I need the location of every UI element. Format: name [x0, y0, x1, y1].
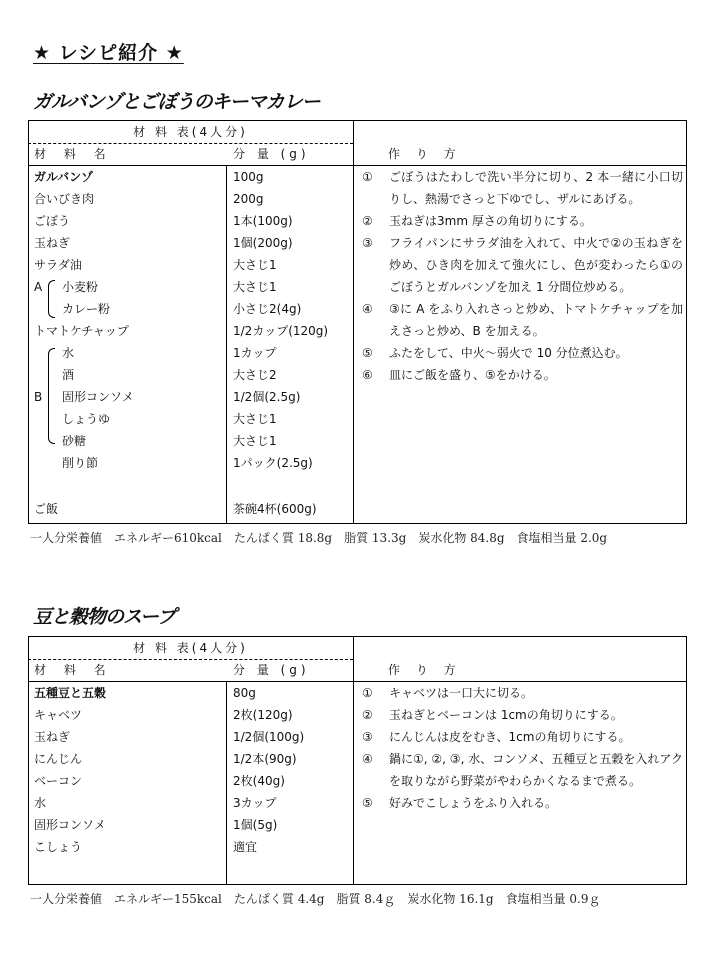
step: ③ にんじんは皮をむき、1cmの角切りにする。: [362, 730, 631, 744]
col-method: 作 り 方: [388, 147, 462, 161]
nutrition-info-curry: 一人分栄養値 エネルギー610kcal たんぱく質 18.8g 脂質 13.3g 炭水化物 84.8g 食塩相当量 2.0g: [30, 531, 608, 545]
step: ① キャベツは一口大に切る。: [362, 686, 534, 700]
ingredient-row: サラダ油 大さじ1: [34, 258, 277, 272]
step: ⑥ 皿にご飯を盛り、⑤をかける。: [362, 368, 556, 382]
ingredient-row: 水 1カップ: [62, 346, 277, 360]
recipe-table-curry: [28, 120, 687, 524]
nutrition-info-soup: 一人分栄養値 エネルギー155kcal たんぱく質 4.4g 脂質 8.4ｇ 炭水化物 16.1g 食塩相当量 0.9ｇ: [30, 892, 601, 906]
group-a-label: A: [34, 280, 43, 294]
ingredient-row: 合いびき肉 200g: [34, 192, 264, 206]
ingredient-row: 砂糖 大さじ1: [62, 434, 277, 448]
col-method: 作 り 方: [388, 663, 462, 677]
ingredient-row: 削り節 1パック(2.5g): [62, 456, 313, 470]
ingredient-row: 玉ねぎ 1個(200g): [34, 236, 293, 250]
ingredient-row: トマトケチャップ 1/2カップ(120g): [34, 324, 329, 338]
ingredient-row: 酒 大さじ2: [62, 368, 277, 382]
recipe-title-soup: 豆と穀物のスープ: [33, 606, 176, 628]
step: ① ごぼうはたわしで洗い半分に切り、2 本一緒に小口切りし、熱湯でさっと下ゆでし、ザルにあげる。: [362, 170, 683, 206]
ingredient-row: しょうゆ 大さじ1: [62, 412, 277, 426]
col-ingredient: 材 料 名: [34, 147, 113, 161]
step: ⑤ ふたをして、中火～弱火で 10 分位煮込む。: [362, 346, 628, 360]
ingredient-row: キャベツ 2枚(120g): [34, 708, 293, 722]
ingredient-row: ご飯 茶碗4杯(600g): [34, 502, 317, 516]
col-ingredient: 材 料 名: [34, 663, 113, 677]
ingredient-row: にんじん 1/2本(90g): [34, 752, 297, 766]
ingredient-row: ごぼう 1本(100g): [34, 214, 293, 228]
step: ⑤ 好みでこしょうをふり入れる。: [362, 796, 558, 810]
method-steps: [359, 682, 683, 814]
step: ③ フライパンにサラダ油を入れて、中火で②の玉ねぎを炒め、ひき肉を加えて強火にし、色が変わったら①のごぼうとガルバンゾを加え 1 分間位炒める。: [362, 236, 683, 294]
step: ④ 鍋に①, ②, ③, 水、コンソメ、五種豆と五穀を入れアクを取りながら野菜がやわらかくなるまで煮る。: [362, 752, 683, 788]
table-header: [28, 144, 687, 166]
table-caption: 材 料 表(4人分): [28, 121, 353, 144]
ingredient-row: 五種豆と五穀 80g: [34, 686, 256, 700]
group-b-label: B: [34, 390, 43, 404]
ingredient-row: 水 3カップ: [34, 796, 277, 810]
col-amount: 分 量 (g): [233, 147, 310, 161]
step: ② 玉ねぎとベーコンは 1cmの角切りにする。: [362, 708, 623, 722]
recipe-table-soup: [28, 636, 687, 885]
table-header: [28, 660, 687, 682]
ingredient-row: 玉ねぎ 1/2個(100g): [34, 730, 305, 744]
ingredient-row: 固形コンソメ 1個(5g): [34, 818, 278, 832]
ingredient-row: 小麦粉 大さじ1: [62, 280, 277, 294]
ingredient-row: こしょう 適宜: [34, 840, 258, 854]
method-steps: [359, 166, 683, 386]
page-heading: ★ レシピ紹介 ★: [33, 42, 184, 64]
col-amount: 分 量 (g): [233, 663, 310, 677]
ingredient-row: カレー粉 小さじ2(4g): [62, 302, 302, 316]
ingredient-row: 固形コンソメ 1/2個(2.5g): [62, 390, 301, 404]
table-caption: 材 料 表(4人分): [28, 637, 353, 660]
recipe-title-curry: ガルバンゾとごぼうのキーマカレー: [33, 91, 320, 113]
step: ② 玉ねぎは3mm 厚さの角切りにする。: [362, 214, 592, 228]
step: ④ ③に A をふり入れさっと炒め、トマトケチャップを加えさっと炒め、B を加える。: [362, 302, 683, 338]
ingredient-row: ベーコン 2枚(40g): [34, 774, 285, 788]
ingredient-row: ガルバンゾ 100g: [34, 170, 264, 184]
